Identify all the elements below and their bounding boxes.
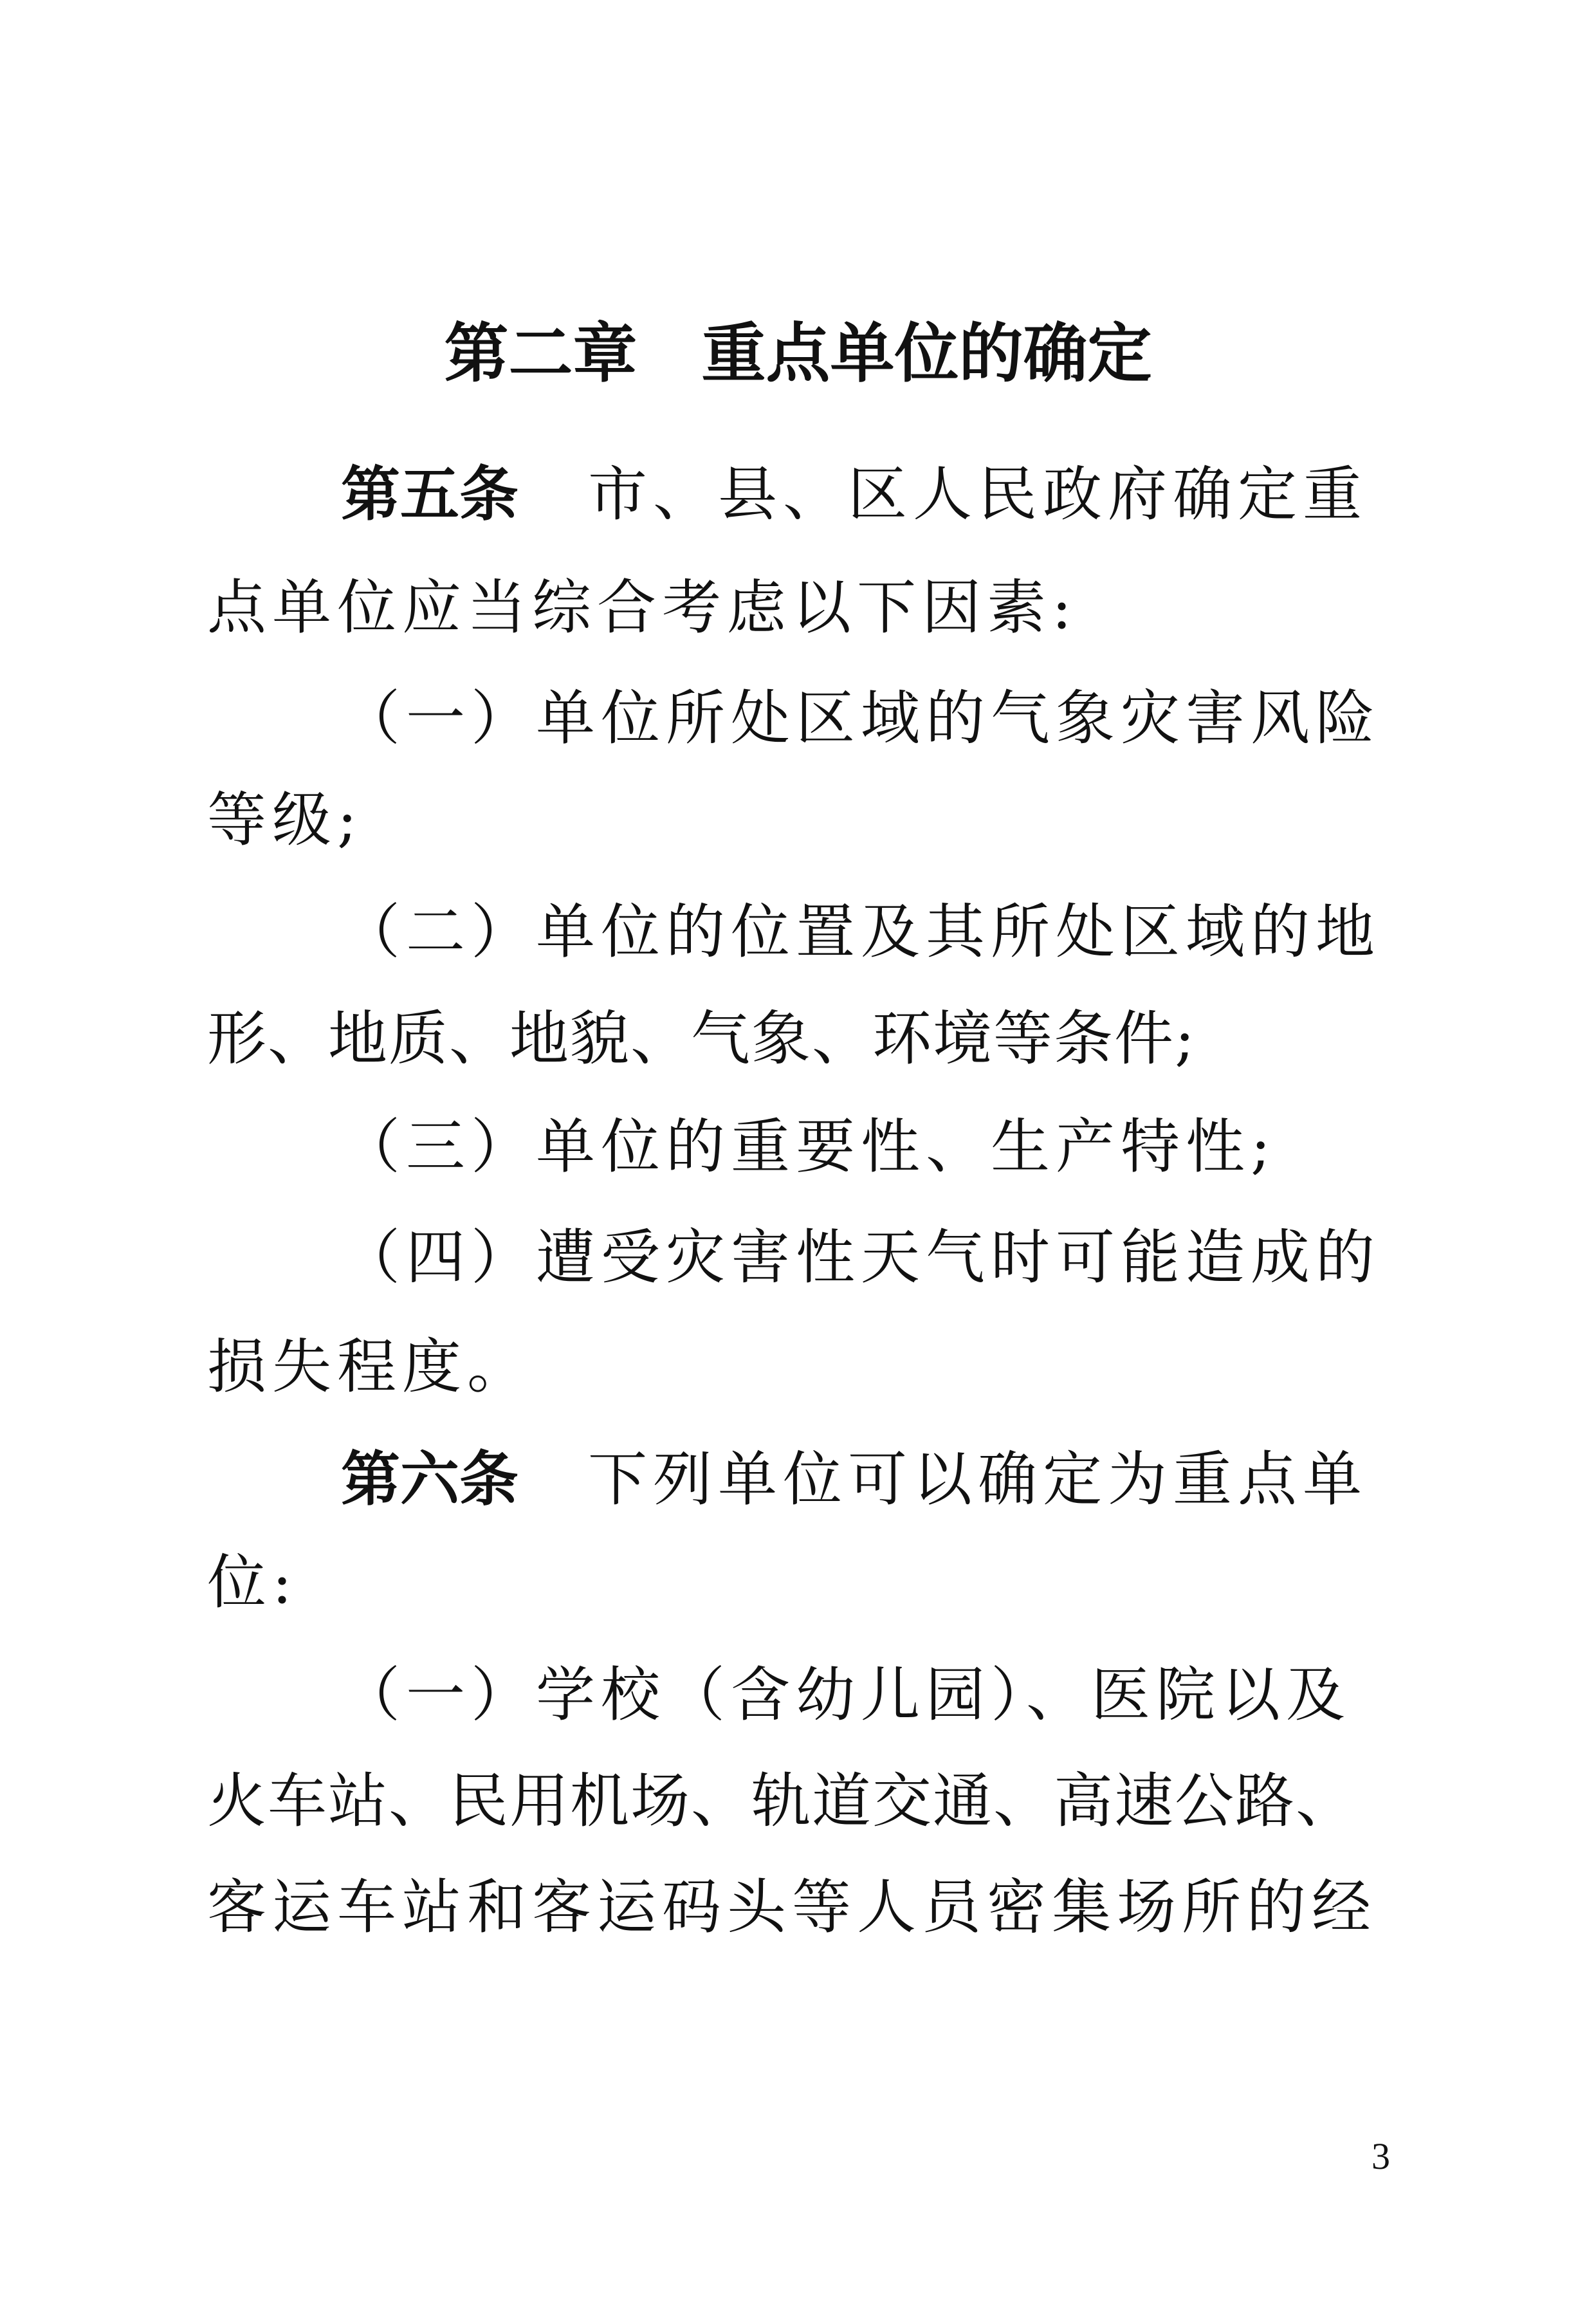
article-5-line-2: 点单位应当综合考虑以下因素: xyxy=(207,573,1078,642)
article-5-line-1 xyxy=(341,453,1391,537)
article-5-label: 第五条 xyxy=(341,460,519,529)
article-5-item-2-line-2: 形、地质、地貌、气象、环境等条件; xyxy=(207,1004,1196,1073)
page-number: 3 xyxy=(1371,2135,1390,2177)
article-5-item-1-line-1: （一）单位所处区域的气象灾害风险 xyxy=(341,684,1381,753)
chapter-title: 第二章 重点单位的确定 xyxy=(444,316,1152,391)
article-5-item-1-line-2: 等级; xyxy=(207,786,363,854)
article-5-item-3-line-1: （三）单位的重要性、生产特性; xyxy=(341,1112,1276,1181)
article-6-line-1 xyxy=(341,1438,1391,1522)
article-6-item-1-line-2: 火车站、民用机场、轨道交通、高速公路、 xyxy=(207,1767,1357,1836)
article-6-line-2: 位: xyxy=(207,1548,298,1617)
article-6-item-1-line-1: （一）学校（含幼儿园）、医院以及 xyxy=(341,1661,1352,1729)
article-5-item-4-line-1: （四）遭受灾害性天气时可能造成的 xyxy=(341,1223,1381,1292)
article-5-item-2-line-1: （二）单位的位置及其所处区域的地 xyxy=(341,898,1381,966)
article-5-lead-text: 市、县、区人民政府确定重 xyxy=(588,460,1368,529)
article-5-item-4-line-2: 损失程度。 xyxy=(207,1332,533,1401)
article-6-lead-text: 下列单位可以确定为重点单 xyxy=(588,1445,1368,1514)
article-6-label: 第六条 xyxy=(341,1445,519,1514)
article-6-item-1-line-3: 客运车站和客运码头等人员密集场所的经 xyxy=(207,1873,1377,1942)
